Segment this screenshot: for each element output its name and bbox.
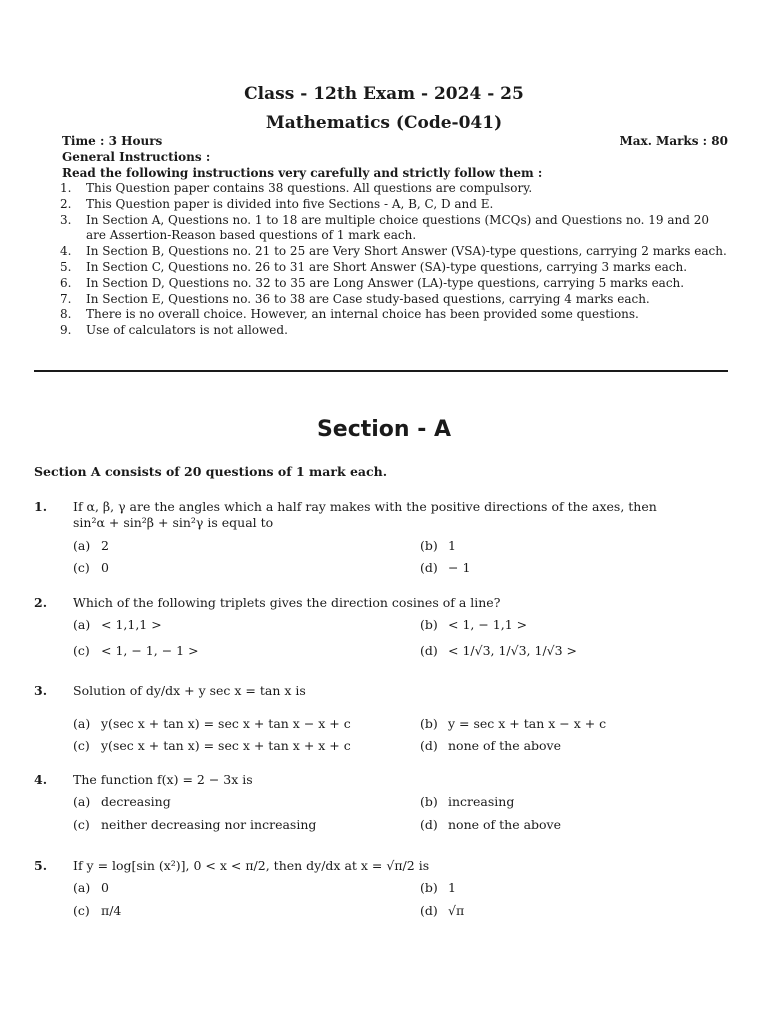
- option-label: (d): [420, 738, 438, 753]
- instruction-item: [60, 307, 730, 323]
- question-text: Which of the following triplets gives the direction cosines of a line?: [73, 595, 501, 610]
- option-label: (a): [73, 716, 91, 731]
- instruction-item: [60, 244, 730, 260]
- option-label: (c): [73, 643, 90, 658]
- instruction-number: 4.: [60, 244, 72, 259]
- option-label: (c): [73, 560, 90, 575]
- exam-title: Class - 12th Exam - 2024 - 25: [244, 84, 524, 104]
- option-label: (d): [420, 903, 438, 918]
- option-d: [420, 817, 561, 832]
- instruction-item: [60, 292, 730, 308]
- option-d: [420, 903, 464, 918]
- instruction-item: [60, 276, 730, 292]
- option-text: y = sec x + tan x − x + c: [448, 716, 607, 731]
- option-d: [420, 738, 561, 753]
- option-label: (c): [73, 903, 90, 918]
- question-text: Solution of dy/dx + y sec x = tan x is: [73, 683, 306, 698]
- option-b: [420, 538, 456, 553]
- option-text: < 1,1,1 >: [101, 617, 162, 632]
- option-text: − 1: [448, 560, 471, 575]
- option-b: [420, 794, 514, 809]
- option-text: increasing: [448, 794, 515, 809]
- option-label: (b): [420, 880, 438, 895]
- instruction-text: In Section D, Questions no. 32 to 35 are Long Answer (LA)-type questions, carrying 5 marks each.: [86, 275, 685, 290]
- option-label: (b): [420, 716, 438, 731]
- question-number: 2.: [34, 595, 48, 610]
- instruction-text: Use of calculators is not allowed.: [86, 323, 288, 338]
- option-c: [73, 643, 199, 658]
- instruction-text: In Section A, Questions no. 1 to 18 are multiple choice questions (MCQs) and Questions no. 19 and 20 are Assertion-Reason based questions of 1 mark each.: [86, 212, 710, 243]
- question-number: 1.: [34, 499, 48, 514]
- option-text: < 1, − 1,1 >: [448, 617, 528, 632]
- option-label: (c): [73, 738, 90, 753]
- instruction-item: [60, 213, 730, 245]
- option-d: [420, 643, 577, 658]
- option-label: (b): [420, 538, 438, 553]
- instruction-item: [60, 197, 730, 213]
- instruction-text: In Section B, Questions no. 21 to 25 are Very Short Answer (VSA)-type questions, carrying 2 marks each.: [86, 244, 727, 259]
- question-line: If α, β, γ are the angles which a half ray makes with the positive directions of the axes, then: [73, 499, 657, 514]
- instruction-number: 9.: [60, 323, 72, 338]
- option-a: [73, 880, 109, 895]
- instruction-number: 1.: [60, 181, 72, 195]
- option-a: [73, 794, 171, 809]
- instruction-number: 6.: [60, 275, 72, 290]
- instruction-number: 7.: [60, 291, 72, 306]
- question-number: 3.: [34, 683, 48, 698]
- option-text: 2: [101, 538, 109, 553]
- instruction-text: In Section C, Questions no. 26 to 31 are Short Answer (SA)-type questions, carrying 3 marks each.: [86, 259, 688, 274]
- section-intro: Section A consists of 20 questions of 1 mark each.: [34, 464, 388, 479]
- option-text: √π: [448, 903, 465, 918]
- read-note: Read the following instructions very carefully and strictly follow them :: [62, 166, 543, 180]
- instruction-text: There is no overall choice. However, an internal choice has been provided some questions.: [86, 307, 639, 322]
- option-label: (a): [73, 794, 91, 809]
- general-instructions-heading: General Instructions :: [62, 150, 211, 164]
- instruction-number: 2.: [60, 196, 72, 211]
- option-label: (d): [420, 560, 438, 575]
- instruction-item: [60, 260, 730, 276]
- option-d: [420, 560, 470, 575]
- subject-title: Mathematics (Code-041): [265, 113, 503, 133]
- option-text: none of the above: [448, 738, 562, 753]
- option-text: 1: [448, 538, 456, 553]
- option-label: (d): [420, 643, 438, 658]
- instructions-list: [60, 181, 730, 339]
- instruction-number: 5.: [60, 259, 72, 274]
- option-text: none of the above: [448, 817, 562, 832]
- time-label: Time : 3 Hours: [62, 134, 163, 148]
- option-text: y(sec x + tan x) = sec x + tan x + x + c: [101, 738, 351, 753]
- question-number: 5.: [34, 858, 48, 873]
- instruction-number: 8.: [60, 307, 72, 322]
- option-label: (d): [420, 817, 438, 832]
- option-a: [73, 538, 109, 553]
- option-text: neither decreasing nor increasing: [101, 817, 317, 832]
- question-number: 4.: [34, 772, 48, 787]
- option-label: (b): [420, 794, 438, 809]
- question-text: [73, 499, 728, 531]
- option-b: [420, 716, 606, 731]
- option-c: [73, 817, 316, 832]
- option-text: < 1, − 1, − 1 >: [101, 643, 199, 658]
- option-text: < 1/√3, 1/√3, 1/√3 >: [448, 643, 578, 658]
- section-title: Section - A: [316, 417, 452, 442]
- instruction-item: [60, 323, 730, 339]
- option-label: (a): [73, 617, 91, 632]
- option-b: [420, 880, 456, 895]
- option-a: [73, 716, 351, 731]
- option-a: [73, 617, 162, 632]
- instruction-item: [60, 181, 730, 197]
- option-label: (c): [73, 817, 90, 832]
- question-text: If y = log[sin (x²)], 0 < x < π/2, then dy/dx at x = √π/2 is: [73, 858, 430, 873]
- option-text: 0: [101, 880, 109, 895]
- option-text: decreasing: [101, 794, 171, 809]
- max-marks-label: Max. Marks : 80: [619, 134, 728, 148]
- question-text: The function f(x) = 2 − 3x is: [73, 772, 253, 787]
- option-b: [420, 617, 527, 632]
- instruction-text: This Question paper is divided into five Sections - A, B, C, D and E.: [86, 196, 494, 211]
- question-line: sin²α + sin²β + sin²γ is equal to: [73, 515, 274, 530]
- option-c: [73, 560, 109, 575]
- instruction-text: This Question paper contains 38 questions. All questions are compulsory.: [86, 181, 533, 195]
- instruction-number: 3.: [60, 212, 72, 227]
- option-label: (a): [73, 880, 91, 895]
- horizontal-divider: [34, 370, 728, 372]
- option-c: [73, 903, 121, 918]
- option-text: 0: [101, 560, 109, 575]
- option-label: (b): [420, 617, 438, 632]
- option-label: (a): [73, 538, 91, 553]
- option-text: 1: [448, 880, 456, 895]
- instruction-text: In Section E, Questions no. 36 to 38 are Case study-based questions, carrying 4 marks each.: [86, 291, 650, 306]
- option-text: y(sec x + tan x) = sec x + tan x − x + c: [101, 716, 351, 731]
- option-text: π/4: [101, 903, 122, 918]
- option-c: [73, 738, 351, 753]
